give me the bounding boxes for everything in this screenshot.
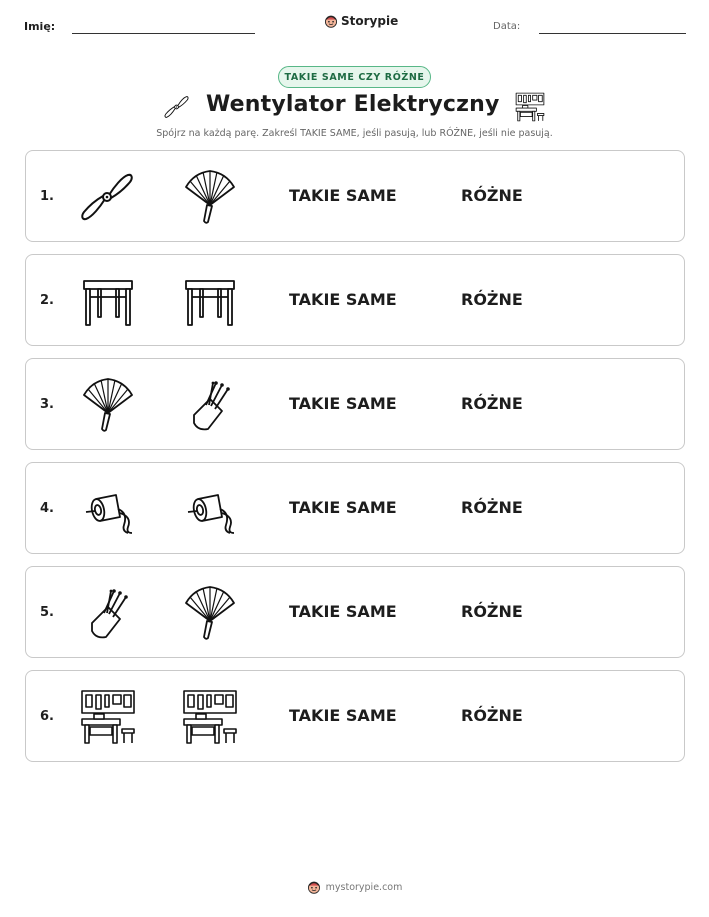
question-row-3 bbox=[25, 358, 685, 450]
option-different[interactable]: RÓŻNE bbox=[461, 290, 523, 309]
question-row-1 bbox=[25, 150, 685, 242]
table-icon bbox=[180, 271, 240, 331]
workshop-bench-icon bbox=[514, 91, 546, 123]
row-number: 6. bbox=[40, 709, 54, 724]
option-same[interactable]: TAKIE SAME bbox=[289, 706, 397, 725]
title-row bbox=[0, 90, 709, 124]
workshop-bench-icon bbox=[78, 687, 138, 747]
row-number: 2. bbox=[40, 293, 54, 308]
propeller-icon bbox=[78, 167, 138, 227]
table-icon bbox=[78, 271, 138, 331]
row-number: 4. bbox=[40, 501, 54, 516]
hand-fan-icon bbox=[180, 167, 240, 227]
question-row-4 bbox=[25, 462, 685, 554]
question-row-6 bbox=[25, 670, 685, 762]
name-label: Imię: bbox=[24, 20, 56, 33]
date-line[interactable] bbox=[539, 33, 686, 34]
option-different[interactable]: RÓŻNE bbox=[461, 394, 523, 413]
question-list bbox=[25, 150, 685, 774]
option-different[interactable]: RÓŻNE bbox=[461, 498, 523, 517]
worksheet-type-badge: TAKIE SAME CZY RÓŻNE bbox=[278, 66, 431, 88]
option-same[interactable]: TAKIE SAME bbox=[289, 186, 397, 205]
footer bbox=[0, 880, 709, 894]
electric-motor-icon bbox=[180, 479, 240, 539]
hand-fan-icon bbox=[78, 375, 138, 435]
hand-fan-icon bbox=[180, 583, 240, 643]
storypie-icon bbox=[307, 880, 321, 894]
workshop-bench-icon bbox=[180, 687, 240, 747]
option-different[interactable]: RÓŻNE bbox=[461, 186, 523, 205]
option-same[interactable]: TAKIE SAME bbox=[289, 498, 397, 517]
wire-bundle-icon bbox=[180, 375, 240, 435]
row-number: 3. bbox=[40, 397, 54, 412]
option-same[interactable]: TAKIE SAME bbox=[289, 290, 397, 309]
brand-name: Storypie bbox=[341, 14, 399, 28]
propeller-icon bbox=[163, 93, 191, 121]
option-different[interactable]: RÓŻNE bbox=[461, 706, 523, 725]
electric-motor-icon bbox=[78, 479, 138, 539]
instructions: Spójrz na każdą parę. Zakreśl TAKIE SAME, jeśli pasują, lub RÓŻNE, jeśli nie pasują. bbox=[156, 128, 553, 139]
question-row-5 bbox=[25, 566, 685, 658]
storypie-icon bbox=[324, 14, 338, 28]
row-number: 5. bbox=[40, 605, 54, 620]
wire-bundle-icon bbox=[78, 583, 138, 643]
option-same[interactable]: TAKIE SAME bbox=[289, 394, 397, 413]
option-same[interactable]: TAKIE SAME bbox=[289, 602, 397, 621]
question-row-2 bbox=[25, 254, 685, 346]
footer-url: mystorypie.com bbox=[325, 881, 403, 893]
page-title: Wentylator Elektryczny bbox=[206, 92, 500, 117]
name-line[interactable] bbox=[72, 33, 255, 34]
option-different[interactable]: RÓŻNE bbox=[461, 602, 523, 621]
date-label: Data: bbox=[493, 21, 521, 32]
row-number: 1. bbox=[40, 189, 54, 204]
storypie-logo bbox=[324, 14, 398, 28]
